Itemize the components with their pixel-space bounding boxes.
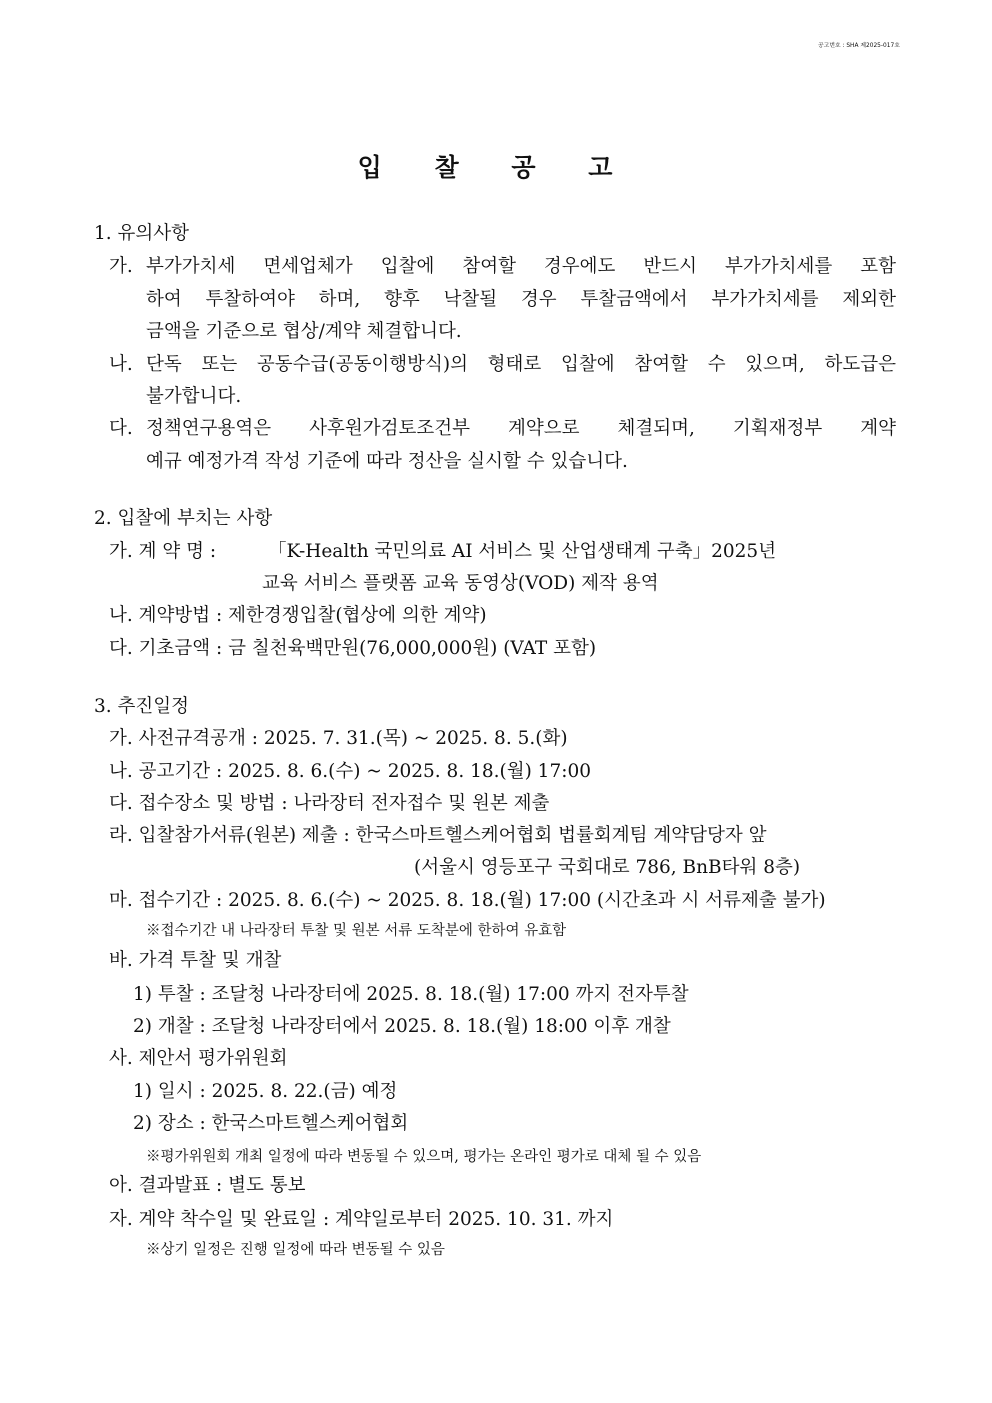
item-marker: 다. [109,418,133,439]
schedule-item-cont: (서울시 영등포구 국회대로 786, BnB타워 8층) [414,857,801,878]
schedule-subitem: 2) 장소 : 한국스마트헬스케어협회 [133,1113,409,1134]
schedule-item: 나. 공고기간 : 2025. 8. 6.(수) ~ 2025. 8. 18.(월) 17:00 [109,761,591,782]
section-heading-schedule: 3. 추진일정 [94,696,190,717]
item-text: 하여 투찰하여야 하며, 향후 낙찰될 경우 투찰금액에서 부가가치세를 제외한 [146,289,896,310]
notice-number: 공고번호 : SHA 제2025-017호 [818,43,900,49]
page-title: 입 찰 공 고 [357,153,635,182]
schedule-item: 바. 가격 투찰 및 개찰 [109,950,282,971]
schedule-item: 다. 접수장소 및 방법 : 나라장터 전자접수 및 원본 제출 [109,793,550,814]
item-text: 정책연구용역은 사후원가검토조건부 계약으로 체결되며, 기획재정부 계약 [146,418,896,439]
schedule-item: 마. 접수기간 : 2025. 8. 6.(수) ~ 2025. 8. 18.(월) 17:00 (시간초과 시 서류제출 불가) [109,890,826,911]
schedule-note: ※상기 일정은 진행 일정에 따라 변동될 수 있음 [146,1242,445,1258]
schedule-note: ※접수기간 내 나라장터 투찰 및 원본 서류 도착분에 한하여 유효함 [146,923,567,939]
item-marker: 나. [109,354,133,375]
item-text: 단독 또는 공동수급(공동이행방식)의 형태로 입찰에 참여할 수 있으며, 하도급은 [146,354,896,375]
schedule-item: 가. 사전규격공개 : 2025. 7. 31.(목) ~ 2025. 8. 5.(화) [109,728,568,749]
schedule-subitem: 1) 투찰 : 조달청 나라장터에 2025. 8. 18.(월) 17:00 까지 전자투찰 [133,984,689,1005]
item-text: 금액을 기준으로 협상/계약 체결합니다. [146,321,462,342]
contract-method: 나. 계약방법 : 제한경쟁입찰(협상에 의한 계약) [109,605,487,626]
section-heading-precautions: 1. 유의사항 [94,223,190,244]
schedule-item: 라. 입찰참가서류(원본) 제출 : 한국스마트헬스케어협회 법률회계팀 계약담당자 앞 [109,825,767,846]
schedule-item: 아. 결과발표 : 별도 통보 [109,1175,306,1196]
schedule-item: 자. 계약 착수일 및 완료일 : 계약일로부터 2025. 10. 31. 까지 [109,1209,614,1230]
schedule-item: 사. 제안서 평가위원회 [109,1048,288,1069]
schedule-note: ※평가위원회 개최 일정에 따라 변동될 수 있으며, 평가는 온라인 평가로 대체 될 수 있음 [146,1149,702,1165]
base-amount: 다. 기초금액 : 금 칠천육백만원(76,000,000원) (VAT 포함) [109,638,597,659]
contract-name-cont: 교육 서비스 플랫폼 교육 동영상(VOD) 제작 용역 [262,573,659,594]
schedule-subitem: 2) 개찰 : 조달청 나라장터에서 2025. 8. 18.(월) 18:00 이후 개찰 [133,1016,671,1037]
contract-name-label: 가. 계 약 명 : [109,541,217,562]
item-text: 부가가치세 면세업체가 입찰에 참여할 경우에도 반드시 부가가치세를 포함 [146,256,896,277]
section-heading-bid-subject: 2. 입찰에 부치는 사항 [94,508,273,529]
item-text: 예규 예정가격 작성 기준에 따라 정산을 실시할 수 있습니다. [146,451,628,472]
item-text: 불가합니다. [146,386,242,407]
schedule-subitem: 1) 일시 : 2025. 8. 22.(금) 예정 [133,1081,398,1102]
contract-name: 「K-Health 국민의료 AI 서비스 및 산업생태계 구축」2025년 [268,541,777,562]
item-marker: 가. [109,256,133,277]
